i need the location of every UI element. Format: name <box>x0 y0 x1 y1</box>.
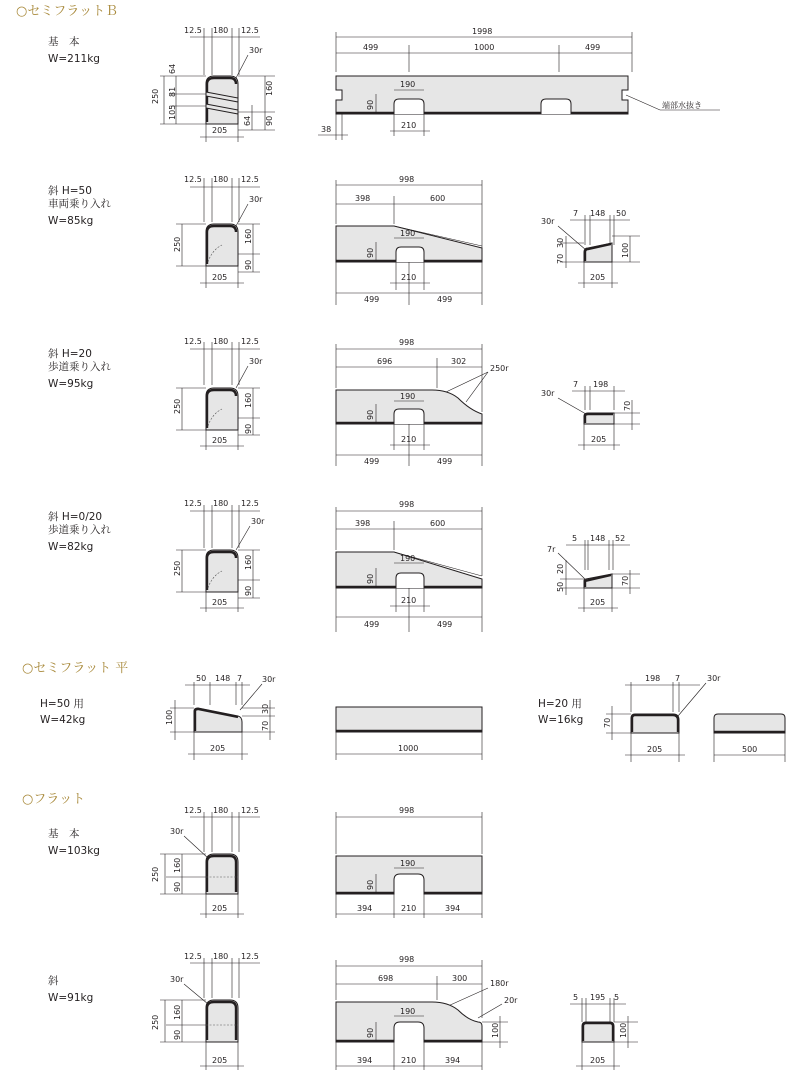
dim-radius: 30r <box>249 357 263 366</box>
elevation <box>336 338 509 466</box>
dim-left: 90 <box>173 1029 182 1040</box>
dim-top: 180 <box>213 175 229 184</box>
dim-top: 7 <box>573 380 579 389</box>
dim-top: 148 <box>590 534 606 543</box>
dim-top: 5 <box>572 534 578 543</box>
dim-bottom: 205 <box>212 273 228 282</box>
dim-part: 600 <box>430 194 446 203</box>
item-name: 基 本 <box>48 828 80 840</box>
item-flat-slope <box>48 952 638 1070</box>
item-semiflat-flat-h50 <box>40 674 482 760</box>
dim-part: 302 <box>451 357 467 366</box>
cross-section <box>165 674 276 760</box>
dim-bottom: 499 <box>437 620 453 629</box>
dim-part: 600 <box>430 519 446 528</box>
dim-right: 160 <box>244 392 253 408</box>
dim-top: 12.5 <box>241 952 259 961</box>
dim-top: 198 <box>645 674 661 683</box>
dim-right: 160 <box>244 554 253 570</box>
elevation <box>336 500 482 632</box>
dim-left: 105 <box>168 104 177 120</box>
dim-top: 180 <box>213 337 229 346</box>
dim-right: 90 <box>244 423 253 434</box>
dim-left: 70 <box>556 253 565 264</box>
dim-bottom: 205 <box>591 435 607 444</box>
dim-left: 64 <box>168 63 177 74</box>
dim-total: 1998 <box>472 27 493 36</box>
dim-radius: 7r <box>547 545 556 554</box>
dim-top: 148 <box>215 674 231 683</box>
dim-bottom: 499 <box>364 620 380 629</box>
dim-top: 12.5 <box>241 499 259 508</box>
dim-top: 12.5 <box>184 337 202 346</box>
section-title-semiflat-b: ○セミフラットＢ <box>16 4 119 19</box>
dim-slot-w: 210 <box>401 121 417 130</box>
item-semiflat-flat-h20 <box>538 674 785 762</box>
dim-bottom: 210 <box>401 904 417 913</box>
dim-part: 1000 <box>474 43 495 52</box>
dim-right-extra: 64 <box>243 115 252 126</box>
dim-top: 5 <box>614 993 620 1002</box>
dim-bottom: 205 <box>212 904 228 913</box>
dim-radius: 30r <box>249 195 263 204</box>
dim-total: 998 <box>399 175 415 184</box>
dim-left-total: 250 <box>151 1014 160 1030</box>
item-weight: W=82kg <box>48 541 94 553</box>
item-name: H=50 用 <box>40 698 84 710</box>
dim-slot-w: 210 <box>401 596 417 605</box>
item-weight: W=91kg <box>48 992 94 1004</box>
dim-top: 12.5 <box>184 806 202 815</box>
dim-slot: 190 <box>400 392 416 401</box>
dim-total: 998 <box>399 955 415 964</box>
dim-left-total: 250 <box>151 88 160 104</box>
dim-top: 12.5 <box>241 337 259 346</box>
dim-length: 1000 <box>398 744 419 753</box>
item-name-2: 歩道乗り入れ <box>48 524 111 536</box>
elevation <box>318 27 720 140</box>
dim-left: 90 <box>173 881 182 892</box>
dim-slot-h: 90 <box>366 1027 375 1038</box>
dim-top: 12.5 <box>184 499 202 508</box>
end-view <box>541 209 640 288</box>
cross-section <box>151 952 260 1070</box>
dim-slot: 190 <box>400 859 416 868</box>
dim-part: 499 <box>585 43 601 52</box>
dim-part: 398 <box>355 194 371 203</box>
end-view <box>547 534 640 612</box>
item-name: 斜 H=0/20 <box>48 511 103 523</box>
dim-bottom: 499 <box>364 457 380 466</box>
dim-slot: 190 <box>400 554 416 563</box>
dim-top: 12.5 <box>184 952 202 961</box>
dim-right: 160 <box>265 80 274 96</box>
dim-top: 7 <box>675 674 681 683</box>
dim-end: 38 <box>321 125 332 134</box>
dim-part: 499 <box>363 43 379 52</box>
dim-right: 90 <box>244 259 253 270</box>
dim-left-total: 250 <box>151 866 160 882</box>
dim-bottom: 394 <box>445 1056 461 1065</box>
dim-radius: 30r <box>541 217 555 226</box>
dim-left-total: 250 <box>173 398 182 414</box>
dim-left: 81 <box>168 86 177 97</box>
dim-left-total: 250 <box>173 560 182 576</box>
dim-bottom: 205 <box>210 744 226 753</box>
dim-bottom: 205 <box>212 436 228 445</box>
end-view <box>570 993 638 1070</box>
dim-top: 50 <box>616 209 627 218</box>
dim-right: 100 <box>619 1022 628 1038</box>
dim-left: 100 <box>165 709 174 725</box>
dim-bottom: 394 <box>445 904 461 913</box>
dim-left: 50 <box>556 581 565 592</box>
dim-bottom: 394 <box>357 904 373 913</box>
dim-slot-w: 210 <box>401 273 417 282</box>
item-name: 斜 H=50 <box>48 185 92 197</box>
dim-radius: 30r <box>170 827 184 836</box>
dim-top: 12.5 <box>184 26 202 35</box>
dim-bottom: 205 <box>212 1056 228 1065</box>
dim-top: 148 <box>590 209 606 218</box>
item-semiflat-b-basic <box>48 26 720 142</box>
dim-radius: 30r <box>251 517 265 526</box>
dim-bottom: 205 <box>212 598 228 607</box>
note-drain: 端部水抜き <box>662 101 702 110</box>
dim-total: 998 <box>399 806 415 815</box>
dim-radius: 30r <box>707 674 721 683</box>
dim-bottom: 210 <box>401 1056 417 1065</box>
item-weight: W=95kg <box>48 378 94 390</box>
dim-bottom: 499 <box>437 295 453 304</box>
section-title-flat: ○フラット <box>22 792 86 807</box>
dim-bottom: 205 <box>590 1056 606 1065</box>
dim-slot: 190 <box>400 229 416 238</box>
dim-bottom: 499 <box>437 457 453 466</box>
dim-bottom: 205 <box>590 598 606 607</box>
dim-part: 696 <box>377 357 393 366</box>
dim-bottom: 394 <box>357 1056 373 1065</box>
dim-top: 180 <box>213 26 229 35</box>
dim-right: 70 <box>623 400 632 411</box>
dim-radius: 180r <box>490 979 509 988</box>
item-name-2: 車両乗り入れ <box>48 198 111 210</box>
item-name: 斜 H=20 <box>48 348 92 360</box>
item-name: 斜 <box>48 975 59 987</box>
cross-section <box>151 806 260 918</box>
dim-radius: 30r <box>170 975 184 984</box>
dim-top: 180 <box>213 499 229 508</box>
elevation <box>714 714 785 762</box>
dim-left: 160 <box>173 1004 182 1020</box>
dim-left-total: 250 <box>173 236 182 252</box>
cross-section <box>603 674 721 762</box>
dim-bottom: 499 <box>364 295 380 304</box>
dim-top: 7 <box>573 209 579 218</box>
dim-left: 20 <box>556 563 565 574</box>
dim-slot-h: 90 <box>366 99 375 110</box>
dim-top: 52 <box>615 534 626 543</box>
dim-total: 998 <box>399 338 415 347</box>
dim-slot-h: 90 <box>366 409 375 420</box>
dim-top: 180 <box>213 806 229 815</box>
item-semiflat-b-slope-h0-20 <box>48 499 640 632</box>
dim-right: 160 <box>244 228 253 244</box>
dim-right: 90 <box>244 585 253 596</box>
dim-right: 30 <box>261 703 270 714</box>
item-semiflat-b-slope-h50 <box>48 175 640 305</box>
dim-bottom: 205 <box>212 126 228 135</box>
dim-top: 198 <box>593 380 609 389</box>
item-name-2: 歩道乗り入れ <box>48 361 111 373</box>
dim-right: 100 <box>491 1022 500 1038</box>
cross-section <box>151 26 275 142</box>
dim-slot-h: 90 <box>366 247 375 258</box>
elevation <box>336 806 482 918</box>
dim-right: 70 <box>261 720 270 731</box>
dim-bottom: 205 <box>647 745 663 754</box>
item-weight: W=42kg <box>40 714 86 726</box>
item-weight: W=103kg <box>48 845 100 857</box>
dim-part: 698 <box>378 974 394 983</box>
dim-right: 70 <box>621 575 630 586</box>
elevation <box>336 707 482 760</box>
dim-top: 50 <box>196 674 207 683</box>
dim-part: 300 <box>452 974 468 983</box>
item-weight: W=16kg <box>538 714 584 726</box>
section-title-semiflat-flat: ○セミフラット 平 <box>22 661 129 676</box>
elevation <box>336 955 518 1070</box>
cross-section <box>173 175 263 288</box>
dim-slot: 190 <box>400 1007 416 1016</box>
dim-radius: 30r <box>262 675 276 684</box>
dim-top: 5 <box>573 993 579 1002</box>
cross-section <box>173 499 265 612</box>
dim-radius: 250r <box>490 364 509 373</box>
dim-top: 12.5 <box>241 175 259 184</box>
dim-top: 12.5 <box>241 26 259 35</box>
dim-left: 160 <box>173 857 182 873</box>
end-view <box>541 380 640 450</box>
dim-left: 30 <box>556 237 565 248</box>
dim-top: 12.5 <box>241 806 259 815</box>
dim-top: 7 <box>237 674 243 683</box>
dim-radius-2: 20r <box>504 996 518 1005</box>
dim-radius: 30r <box>541 389 555 398</box>
dim-radius: 30r <box>249 46 263 55</box>
item-semiflat-b-slope-h20 <box>48 337 640 466</box>
dim-left: 70 <box>603 717 612 728</box>
dim-top: 195 <box>590 993 606 1002</box>
dim-total: 998 <box>399 500 415 509</box>
cross-section <box>173 337 263 450</box>
dim-slot: 190 <box>400 80 416 89</box>
dim-top: 12.5 <box>184 175 202 184</box>
item-name: H=20 用 <box>538 698 582 710</box>
dim-part: 398 <box>355 519 371 528</box>
dim-length: 500 <box>742 745 758 754</box>
dim-slot-h: 90 <box>366 573 375 584</box>
item-name: 基 本 <box>48 36 80 48</box>
dim-right: 90 <box>265 115 274 126</box>
item-flat-basic <box>48 806 482 918</box>
item-weight: W=211kg <box>48 53 100 65</box>
dim-right: 100 <box>621 242 630 258</box>
elevation <box>336 175 482 305</box>
dim-slot-h: 90 <box>366 879 375 890</box>
item-weight: W=85kg <box>48 215 94 227</box>
dim-slot-w: 210 <box>401 435 417 444</box>
dim-top: 180 <box>213 952 229 961</box>
dim-bottom: 205 <box>590 273 606 282</box>
